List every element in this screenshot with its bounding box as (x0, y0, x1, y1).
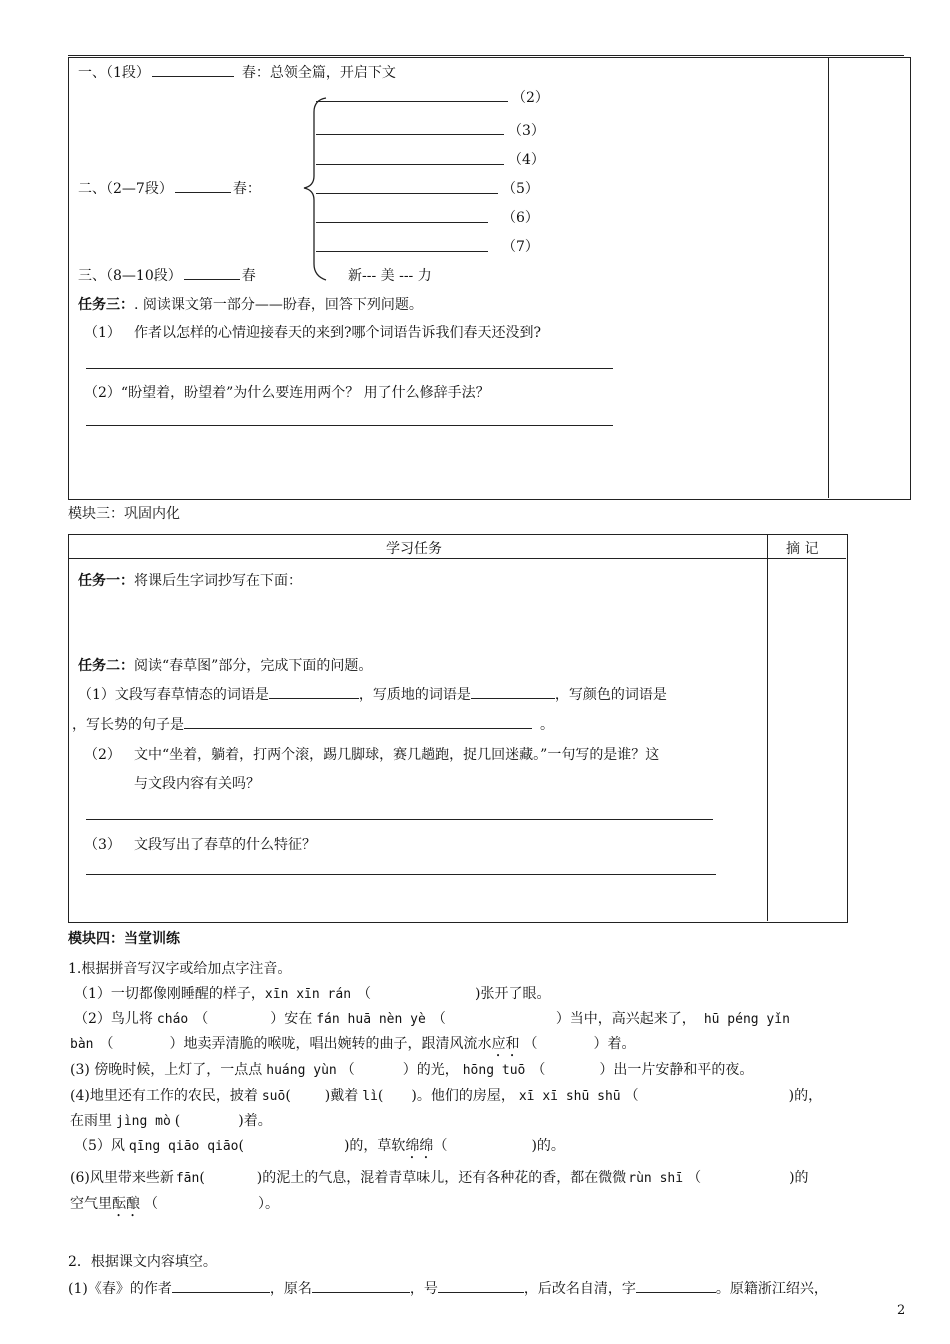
row2-blank[interactable] (175, 178, 231, 193)
q1-answer-line[interactable] (86, 368, 613, 369)
l4-b: （ (340, 1062, 355, 1078)
q1-part-d: ，写长势的句子是 (72, 717, 184, 733)
e2-e: 。原籍浙江绍兴， (715, 1281, 828, 1297)
l8-e: )的 (789, 1170, 809, 1186)
l5-f: （ (624, 1088, 639, 1104)
l5-b: ( (285, 1088, 291, 1104)
row1-blank[interactable] (152, 62, 234, 77)
blank-line-4[interactable] (316, 164, 504, 165)
row3-tail: 新--- 美 --- 力 (348, 268, 432, 284)
ex1-line-4 (70, 1059, 753, 1079)
ex1-line-1 (74, 983, 550, 1003)
task1-label: 任务一： (78, 573, 134, 589)
e2-a: (1)《春》的作者 (68, 1281, 172, 1297)
header-task: 学习任务 (386, 541, 442, 557)
l4-a: (3) 傍晚时候，上灯了，一点点 (70, 1062, 263, 1078)
l4-e: ）出一片安静和平的夜。 (599, 1062, 754, 1078)
l3-c: （ (523, 1036, 538, 1052)
blank-line-7[interactable] (316, 251, 488, 252)
q2-question: （2）“盼望着，盼望着”为什么要连用两个？ 用了什么修辞手法？ (84, 385, 490, 401)
pinyin-chao: cháo (156, 1012, 189, 1027)
row3-blank[interactable] (184, 265, 240, 280)
l7-a: （5）风 (74, 1138, 125, 1154)
blank-line-3[interactable] (316, 134, 504, 135)
l6-c: )着。 (238, 1113, 272, 1129)
l1-b: （ (357, 986, 372, 1002)
zi-blank[interactable] (636, 1278, 716, 1293)
structure-row-3 (78, 265, 256, 285)
e2-d: ，后改名自清，字 (523, 1281, 636, 1297)
module3-title: 模块三：巩固内化 (68, 506, 180, 522)
l9-c: ）。 (258, 1196, 279, 1212)
ex1-line-6 (70, 1110, 272, 1130)
q1-part-b: ，写质地的词语是 (358, 687, 471, 703)
row1-label: 一、（1段） (78, 65, 150, 81)
l2-b: （ (194, 1011, 209, 1027)
pinyin-qingqiaoqiao: qīng qiāo qiāo (128, 1139, 239, 1154)
l4-d: （ (531, 1062, 546, 1078)
curly-brace-icon (300, 96, 330, 282)
task1-text: 将课后生字词抄写在下面： (134, 573, 302, 589)
ex1-line-2 (74, 1008, 790, 1028)
ex1-line-8 (70, 1167, 809, 1187)
l6-a: 在雨里 (70, 1113, 112, 1129)
m3-q3-answer-line[interactable] (86, 874, 716, 875)
q1-part-c: ，写颜色的词语是 (554, 687, 667, 703)
pinyin-jingmo: jìng mò (116, 1114, 171, 1129)
pinyin-runshi: rùn shī (628, 1171, 684, 1186)
dotted-yinghe: 应和 (491, 1036, 520, 1052)
num-3: （3） (508, 123, 545, 139)
ex1-line-7 (74, 1135, 565, 1162)
module4-title: 模块四：当堂训练 (68, 931, 180, 947)
q1-question: 作者以怎样的心情迎接春天的来到?哪个词语告诉我们春天还没到? (134, 325, 542, 341)
l2-e: ）当中，高兴起来了， (555, 1011, 696, 1027)
l1-c: )张开了眼。 (475, 986, 551, 1002)
m3-q2-text-2: 与文段内容有关吗？ (134, 776, 260, 792)
page-number: 2 (897, 1303, 906, 1318)
row2-label: 二、（2—7段） (78, 181, 173, 197)
num-2: （2） (512, 90, 549, 106)
table-header-rule (68, 558, 846, 559)
ex1-line-5 (70, 1085, 822, 1105)
pinyin-hupengyin: hū péng yǐn (703, 1012, 790, 1027)
blank-line-2[interactable] (316, 101, 508, 102)
task2-text: 阅读“春草图”部分，完成下面的问题。 (134, 658, 373, 674)
q1-part-e: 。 (540, 717, 554, 733)
task3-text: . 阅读课文第一部分——盼春，回答下列问题。 (134, 297, 423, 313)
pinyin-fan: fān (175, 1171, 200, 1186)
num-5: （5） (502, 181, 539, 197)
l5-a: (4)地里还有工作的农民，披着 (70, 1088, 258, 1104)
ex2-line-1 (68, 1278, 828, 1298)
l5-e: )。他们的房屋， (411, 1088, 515, 1104)
row3-text: 春 (241, 268, 256, 284)
q1-blank-2[interactable] (471, 684, 555, 699)
num-7: （7） (502, 239, 539, 255)
ex1-line-3 (70, 1033, 635, 1060)
l2-a: （2）鸟儿将 (74, 1011, 153, 1027)
task2-line (78, 655, 372, 675)
l5-d: ( (377, 1088, 384, 1104)
row3-label: 三、（8—10段） (78, 268, 182, 284)
note-column-divider-2 (767, 534, 768, 921)
l3-a: （ (99, 1036, 114, 1052)
l7-e: )的。 (531, 1138, 565, 1154)
exercise2-title: 2．根据课文内容填空。 (68, 1254, 217, 1270)
m3-q1-line1 (78, 684, 667, 704)
num-4: （4） (508, 152, 545, 168)
blank-line-5[interactable] (316, 193, 498, 194)
e2-c: ，号 (409, 1281, 438, 1297)
l3-d: ）着。 (593, 1036, 636, 1052)
q1-blank-3[interactable] (184, 714, 532, 729)
pinyin-xinxinran: xīn xīn rán (264, 987, 352, 1002)
m3-q2-text-1: 文中“坐着，躺着，打两个滚，踢几脚球，赛几趟跑，捉几回迷藏。”一句写的是谁？这 (134, 747, 660, 763)
l3-b: ）地卖弄清脆的喉咙，唱出婉转的曲子，跟清风流水 (169, 1036, 492, 1052)
l7-d: （ (433, 1138, 448, 1154)
pinyin-hongtuo: hōng tuō (462, 1063, 526, 1078)
dotted-mianmian: 绵绵 (405, 1138, 434, 1154)
original-name-blank[interactable] (312, 1278, 410, 1293)
task2-label: 任务二： (78, 658, 134, 674)
l9-a: 空气里 (70, 1196, 112, 1212)
row2-text: 春： (232, 181, 261, 197)
author-blank[interactable] (172, 1278, 270, 1293)
m3-q3-number: （3） (84, 837, 121, 853)
m3-q2-number: （2） (84, 747, 121, 763)
q2-answer-line[interactable] (86, 425, 613, 426)
q1-number: （1） (84, 325, 121, 341)
row1-text: 春：总领全篇，开启下文 (241, 65, 396, 81)
q1-blank-1[interactable] (269, 684, 359, 699)
l8-a: (6)风里带来些新 (70, 1170, 174, 1186)
m3-q1-line2 (72, 714, 554, 734)
blank-line-6[interactable] (316, 222, 488, 223)
task1-line (78, 570, 302, 590)
l5-g: )的， (788, 1088, 823, 1104)
l1-a: （1）一切都像刚睡醒的样子， (74, 986, 265, 1002)
l2-c: ）安在 (270, 1011, 313, 1027)
l7-b: ( (238, 1138, 244, 1154)
dotted-yunniang: 酝酿 (112, 1196, 140, 1212)
pinyin-huangyun: huáng yùn (266, 1063, 337, 1078)
pinyin-ban: bàn (70, 1037, 94, 1052)
pinyin-li: lì (362, 1089, 378, 1104)
pinyin-xixishushu: xī xī shū shū (518, 1089, 621, 1104)
l6-b: ( (174, 1113, 181, 1129)
l5-c: )戴着 (324, 1088, 359, 1104)
top-rule (68, 55, 904, 56)
header-note: 摘 记 (786, 541, 819, 557)
task3-label: 任务三： (78, 297, 134, 313)
m3-q2-answer-line[interactable] (86, 819, 713, 820)
ex1-line-9 (70, 1193, 279, 1220)
m3-q3-text: 文段写出了春草的什么特征？ (134, 837, 316, 853)
l2-d: （ (431, 1011, 446, 1027)
q1-part-a: （1）文段写春草情态的词语是 (78, 687, 269, 703)
task3-line (78, 294, 423, 314)
e2-b: ，原名 (269, 1281, 312, 1297)
l7-c: )的，草软 (343, 1138, 406, 1154)
l4-c: ）的光， (402, 1062, 459, 1078)
pinyin-suo: suō (261, 1089, 286, 1104)
l9-b: （ (144, 1196, 158, 1212)
num-6: （6） (502, 210, 539, 226)
l8-b: ( (199, 1170, 205, 1186)
l8-d: （ (687, 1170, 702, 1186)
structure-row-2 (78, 178, 261, 198)
pinyin-fanhuanenye: fán huā nèn yè (316, 1012, 426, 1027)
exercise1-title: 1.根据拼音写汉字或给加点字注音。 (68, 961, 292, 977)
structure-row-1 (78, 62, 396, 82)
hao-blank[interactable] (438, 1278, 524, 1293)
note-column-divider (828, 57, 829, 498)
l8-c: )的泥土的气息，混着青草味儿，还有各种花的香，都在微微 (256, 1170, 627, 1186)
